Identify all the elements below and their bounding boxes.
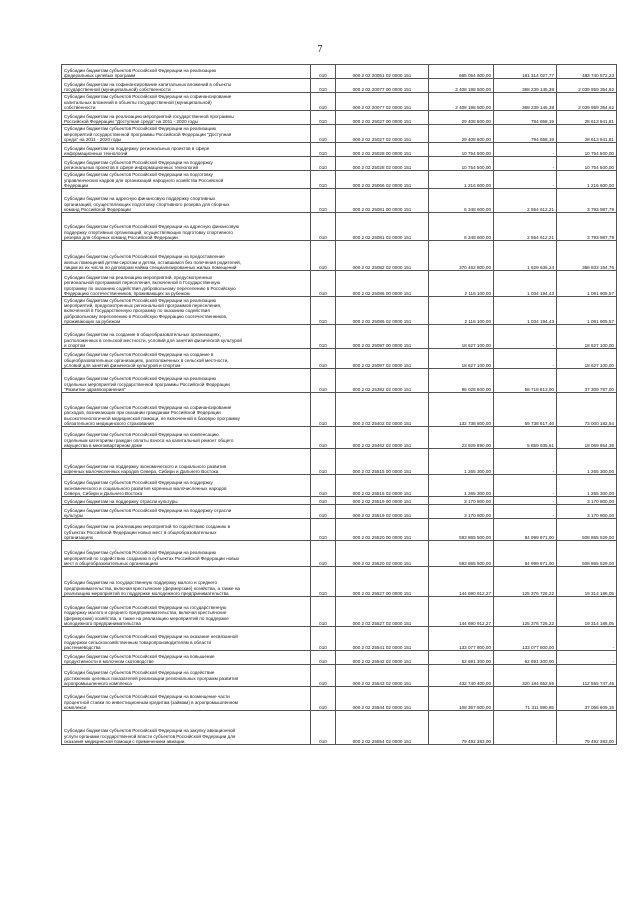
row-approved-amount: 10 754 500,00 [429,143,494,157]
table-row [62,505,617,519]
row-unexecuted-amount: 18 627 100,00 [557,325,617,349]
table-row [62,143,617,157]
row-executed-amount: 794 658,19 [494,125,557,143]
row-description [62,519,311,541]
row-executed-amount: - [494,157,557,171]
row-approved-amount: 133 077 800,00 [429,627,494,651]
row-description-text: Субсидии бюджетам субъектов Российской Федерации на повышение продуктивности в молочном скотоводстве [64,653,215,664]
row-executed-amount: 2 554 612,21 [494,213,557,241]
row-executed-amount: - [494,475,557,497]
row-budget-code: 000 2 02 25097 00 0000 151 [336,325,429,349]
row-description-text: Субсидии бюджетам субъектов Российской Федерации на государственную поддержку малого и среднего предпринимательства, включая крестьянские (фермерские) хозяйства, а также на реализацию мероприятий по поддержке молодежного предпринимательства [64,605,229,626]
table-row [62,497,617,505]
row-budget-code: 000 2 02 25081 00 0000 151 [336,189,429,213]
row-budget-code: 000 2 02 25081 02 0000 151 [336,213,429,241]
row-approved-amount: 62 691 300,00 [429,651,494,665]
row-description-text: Субсидии бюджетам на софинансирование капитальных вложений в объекты государственной (муниципальной) собственности [64,81,232,92]
row-budget-code: 000 2 02 25066 02 0000 151 [336,171,429,189]
row-executed-amount: 368 239 145,38 [494,79,557,93]
row-approved-amount: 6 348 600,00 [429,213,494,241]
row-description-text: Субсидии бюджетам субъектов Российской Федерации на софинансирование капитальных вложений в объекты государственной (муниципальной) собственности [64,94,232,110]
row-admin-code: 010 [311,449,336,475]
row-admin-code: 010 [311,369,336,393]
row-executed-amount: - [494,143,557,157]
row-approved-amount: 6 348 600,00 [429,189,494,213]
row-executed-amount: - [494,505,557,519]
row-admin-code: 010 [311,651,336,665]
row-budget-code: 000 2 02 25527 02 0000 151 [336,597,429,627]
row-description-text: Субсидии бюджетам субъектов Российской Федерации на поддержку региональных проектов в сфере информационных технологий [64,159,213,170]
row-admin-code: 010 [311,711,336,745]
row-approved-amount: 432 740 400,00 [429,665,494,687]
row-executed-amount: - [494,325,557,349]
row-executed-amount: 794 658,19 [494,111,557,125]
row-budget-code: 000 2 02 25097 02 0000 151 [336,349,429,369]
row-executed-amount: 125 376 726,22 [494,597,557,627]
table-row [62,597,617,627]
row-approved-amount: 1 216 600,00 [429,171,494,189]
row-unexecuted-amount: 1 216 600,00 [557,171,617,189]
row-budget-code: 000 2 02 20051 02 0000 151 [336,65,429,79]
row-admin-code: 010 [311,297,336,325]
row-budget-code: 000 2 02 25515 02 0000 151 [336,475,429,497]
row-budget-code: 000 2 02 25086 00 0000 151 [336,271,429,297]
row-admin-code: 010 [311,597,336,627]
row-executed-amount: 1 034 194,43 [494,271,557,297]
row-description [62,93,311,111]
row-budget-code: 000 2 02 25542 02 0000 151 [336,651,429,665]
row-description-text: Субсидии бюджетам на реализацию мероприятий государственной программы Российской Федерации "Доступная среда" на 2011 - 2020 годы [64,113,234,124]
row-budget-code: 000 2 02 25519 00 0000 151 [336,497,429,505]
row-admin-code: 010 [311,213,336,241]
row-budget-code: 000 2 02 25027 02 0000 151 [336,125,429,143]
row-description [62,427,311,449]
row-unexecuted-amount: 483 740 572,23 [557,65,617,79]
table-row [62,349,617,369]
row-unexecuted-amount: 1 265 300,00 [557,475,617,497]
table-row [62,171,617,189]
row-description-text: Субсидии бюджетам субъектов Российской Федерации на реализацию мероприятий по содействию созданию в субъектах Российской Федерации новых мест в общеобразовательных организациях [64,550,240,566]
row-approved-amount: 79 492 383,00 [429,711,494,745]
table-row [62,65,617,79]
row-approved-amount: 10 754 500,00 [429,157,494,171]
row-admin-code: 010 [311,271,336,297]
row-budget-code: 000 2 02 25402 02 0000 151 [336,393,429,427]
row-budget-code: 000 2 02 25527 00 0000 151 [336,567,429,597]
row-approved-amount: 665 054 600,00 [429,65,494,79]
row-admin-code: 010 [311,349,336,369]
row-unexecuted-amount: 1 081 905,57 [557,297,617,325]
row-admin-code: 010 [311,157,336,171]
row-unexecuted-amount: 10 754 500,00 [557,157,617,171]
row-executed-amount: 181 314 027,77 [494,65,557,79]
row-description [62,651,311,665]
row-budget-code: 000 2 02 25462 02 0000 151 [336,427,429,449]
row-unexecuted-amount: 112 555 747,45 [557,665,617,687]
row-budget-code: 000 2 02 25028 00 0000 151 [336,143,429,157]
row-admin-code: 010 [311,143,336,157]
row-unexecuted-amount: 508 865 529,00 [557,519,617,541]
row-admin-code: 010 [311,393,336,427]
row-unexecuted-amount: 3 170 800,00 [557,505,617,519]
row-description [62,497,311,505]
row-budget-code: 000 2 02 25027 00 0000 151 [336,111,429,125]
row-description-text: Субсидии бюджетам на поддержку региональных проектов в сфере информационных технологий [64,145,210,156]
table-row [62,475,617,497]
row-description [62,171,311,189]
table-row [62,157,617,171]
row-description [62,369,311,393]
row-admin-code: 010 [311,505,336,519]
row-budget-code: 000 2 02 25082 02 0000 151 [336,241,429,271]
table-row [62,213,617,241]
row-approved-amount: 96 028 600,00 [429,369,494,393]
row-budget-code: 000 2 02 25382 02 0000 151 [336,369,429,393]
table-row [62,449,617,475]
row-admin-code: 010 [311,497,336,505]
table-row [62,687,617,711]
row-budget-code: 000 2 02 20077 00 0000 151 [336,79,429,93]
row-unexecuted-amount: 508 865 529,00 [557,541,617,567]
table-row [62,567,617,597]
row-description [62,449,311,475]
row-unexecuted-amount: 368 833 164,76 [557,241,617,271]
row-unexecuted-amount: 18 069 954,39 [557,427,617,449]
row-executed-amount: 62 691 300,00 [494,651,557,665]
row-description-text: Субсидии бюджетам субъектов Российской Федерации на реализацию мероприятий, предусмотренных региональной программой переселения, включенной в Государственную программу по оказанию содействия добровольному переселению в Российскую Федерацию соотечественников, проживающих за рубежом [64,297,228,324]
row-budget-code: 000 2 02 25544 02 0000 151 [336,687,429,711]
row-executed-amount: - [494,449,557,475]
row-executed-amount: 320 184 652,55 [494,665,557,687]
row-executed-amount: 1 034 194,43 [494,297,557,325]
row-budget-code: 000 2 02 25519 02 0000 151 [336,505,429,519]
row-description-text: Субсидии бюджетам на адресную финансовую поддержку спортивных организаций, осуществляющих подготовку спортивного резерва для сборных команд Российской Федерации [64,196,230,212]
row-description-text: Субсидии бюджетам на реализацию мероприятий, предусмотренных региональной программой переселения, включенной в Государственную программу по оказанию содействия добровольному переселению в Российскую Федерацию соотечественников, проживающих за рубежом [64,275,236,296]
table-row [62,271,617,297]
row-description-text: Субсидии бюджетам субъектов Российской Федерации на создание в общеобразовательных организациях, расположенных в сельской местности, условий для занятий физической культурой и спортом [64,352,229,368]
row-description [62,65,311,79]
row-admin-code: 010 [311,325,336,349]
row-executed-amount: 58 718 813,00 [494,369,557,393]
row-approved-amount: 29 408 600,00 [429,111,494,125]
row-budget-code: 000 2 02 20077 02 0000 151 [336,93,429,111]
row-approved-amount: 108 367 500,00 [429,687,494,711]
row-admin-code: 010 [311,475,336,497]
row-admin-code: 010 [311,171,336,189]
row-description [62,597,311,627]
row-description-text: Субсидии бюджетам субъектов Российской Федерации на содействие достижению целевых показателей реализации региональных программ развития агропромышленного комплекса [64,670,239,686]
table-row [62,519,617,541]
row-budget-code: 000 2 02 25520 00 0000 151 [336,519,429,541]
row-budget-code: 000 2 02 25028 02 0000 151 [336,157,429,171]
row-description [62,241,311,271]
row-unexecuted-amount: 3 793 987,79 [557,189,617,213]
row-description [62,567,311,597]
table-row [62,297,617,325]
row-admin-code: 010 [311,665,336,687]
row-approved-amount: 2 116 100,00 [429,271,494,297]
row-approved-amount: 1 265 300,00 [429,475,494,497]
table-row [62,627,617,651]
row-approved-amount: 370 462 800,00 [429,241,494,271]
row-executed-amount: - [494,349,557,369]
row-description-text: Субсидии бюджетам субъектов Российской Федерации на подготовку управленческих кадров для организаций народного хозяйства Российской Федерации [64,172,224,188]
row-executed-amount: 84 999 971,00 [494,519,557,541]
table-row [62,541,617,567]
row-description-text: Субсидии бюджетам субъектов Российской Федерации на возмещение части процентной ставки по инвестиционным кредитам (займам) в агропромышленном комплексе [64,694,238,710]
row-budget-code: 000 2 02 25515 00 0000 151 [336,449,429,475]
row-approved-amount: 593 865 500,00 [429,519,494,541]
page-number: 7 [317,44,323,55]
row-description [62,213,311,241]
table-row [62,189,617,213]
row-approved-amount: 144 690 912,27 [429,567,494,597]
row-budget-code: 000 2 02 25086 02 0000 151 [336,297,429,325]
row-description [62,189,311,213]
row-admin-code: 010 [311,627,336,651]
row-admin-code: 010 [311,93,336,111]
row-approved-amount: 29 408 600,00 [429,125,494,143]
row-approved-amount: 3 170 800,00 [429,505,494,519]
row-description-text: Субсидии бюджетам субъектов Российской Федерации на реализацию федеральных целевых программ [64,67,217,78]
table-row [62,711,617,745]
table-row [62,393,617,427]
budget-table [61,64,617,745]
row-approved-amount: 18 627 100,00 [429,349,494,369]
row-approved-amount: 18 627 100,00 [429,325,494,349]
row-approved-amount: 1 265 300,00 [429,449,494,475]
row-admin-code: 010 [311,567,336,597]
row-executed-amount: 2 554 612,21 [494,189,557,213]
row-unexecuted-amount: 18 627 100,00 [557,349,617,369]
row-unexecuted-amount: 28 613 941,81 [557,111,617,125]
row-budget-code: 000 2 02 25541 02 0000 151 [336,627,429,651]
row-description [62,711,311,745]
row-approved-amount: 593 865 500,00 [429,541,494,567]
row-executed-amount: - [494,711,557,745]
row-unexecuted-amount: 10 754 500,00 [557,143,617,157]
row-description [62,627,311,651]
row-unexecuted-amount: 37 055 609,15 [557,687,617,711]
row-executed-amount: 368 239 145,38 [494,93,557,111]
row-description [62,271,311,297]
row-approved-amount: 132 738 800,00 [429,393,494,427]
row-description [62,325,311,349]
row-admin-code: 010 [311,519,336,541]
row-admin-code: 010 [311,65,336,79]
row-unexecuted-amount: 1 265 300,00 [557,449,617,475]
row-unexecuted-amount: - [557,627,617,651]
row-admin-code: 010 [311,189,336,213]
row-unexecuted-amount: 37 309 787,00 [557,369,617,393]
row-budget-code: 000 2 02 25543 02 0000 151 [336,665,429,687]
row-executed-amount: 84 999 971,00 [494,541,557,567]
row-description-text: Субсидии бюджетам на поддержку отрасли культуры [64,498,178,504]
row-description [62,349,311,369]
row-approved-amount: 3 170 800,00 [429,497,494,505]
row-executed-amount: 133 077 800,00 [494,627,557,651]
table-row [62,651,617,665]
row-description-text: Субсидии бюджетам субъектов Российской Федерации на реализацию отдельных мероприятий государственной программы Российской Федерации "Развитие здравоохранения" [64,376,230,392]
row-description [62,687,311,711]
row-admin-code: 010 [311,241,336,271]
row-description [62,505,311,519]
row-unexecuted-amount: 28 613 941,81 [557,125,617,143]
row-executed-amount: 5 859 935,61 [494,427,557,449]
row-approved-amount: 23 929 890,00 [429,427,494,449]
row-description-text: Субсидии бюджетам субъектов Российской Федерации на адресную финансовую поддержку спортивных организаций, осуществляющих подготовку спортивного резерва для сборных команд Российской Федерации [64,224,240,240]
row-admin-code: 010 [311,125,336,143]
row-description [62,475,311,497]
table-row [62,325,617,349]
row-description-text: Субсидии бюджетам на государственную поддержку малого и среднего предпринимательства, включая крестьянские (фермерские) хозяйства, а также на реализацию мероприятий по поддержке молодежного предпринимательства [64,580,240,596]
row-unexecuted-amount: 3 793 987,79 [557,213,617,241]
row-executed-amount: 71 311 890,85 [494,687,557,711]
table-row [62,665,617,687]
row-description [62,111,311,125]
row-description-text: Субсидии бюджетам субъектов Российской Федерации на поддержку отрасли культуры [64,507,232,518]
row-unexecuted-amount: 79 492 383,00 [557,711,617,745]
row-executed-amount: 125 376 726,22 [494,567,557,597]
row-admin-code: 010 [311,687,336,711]
row-admin-code: 010 [311,79,336,93]
row-description [62,665,311,687]
row-approved-amount: 2 116 100,00 [429,297,494,325]
row-description-text: Субсидии бюджетам субъектов Российской Федерации на оказание несвязанной поддержки сельскохозяйственным товаропроизводителям в области растениеводства [64,634,238,650]
row-description-text: Субсидии бюджетам на поддержку экономического и социального развития коренных малочисленных народов Севера, Сибири и Дальнего Востока [64,463,227,474]
row-approved-amount: 2 408 198 500,00 [429,93,494,111]
row-description-text: Субсидии бюджетам субъектов Российской Федерации на поддержку экономического и социального развития коренных малочисленных народов Севера, Сибири и Дальнего Востока [64,480,227,496]
row-admin-code: 010 [311,111,336,125]
row-description-text: Субсидии бюджетам субъектов Российской Федерации на компенсацию отдельным категориям граждан оплаты взноса на капитальный ремонт общего имущества в многоквартирном доме [64,432,234,448]
row-admin-code: 010 [311,541,336,567]
row-executed-amount: 59 738 617,46 [494,393,557,427]
table-row [62,93,617,111]
table-row [62,111,617,125]
row-unexecuted-amount: 1 081 905,57 [557,271,617,297]
row-unexecuted-amount: 19 314 186,05 [557,567,617,597]
table-row [62,79,617,93]
row-unexecuted-amount: - [557,651,617,665]
row-description [62,125,311,143]
row-unexecuted-amount: 3 170 800,00 [557,497,617,505]
row-unexecuted-amount: 19 314 186,05 [557,597,617,627]
row-description-text: Субсидии бюджетам субъектов Российской Федерации на предоставление жилых помещений детям-сиротам и детям, оставшимся без попечения родителей, лицам из их числа по договорам найма специализированных жилых помещений [64,254,241,270]
row-admin-code: 010 [311,427,336,449]
row-unexecuted-amount: 2 039 959 354,62 [557,93,617,111]
row-description [62,157,311,171]
table-row [62,369,617,393]
row-description [62,541,311,567]
row-description [62,393,311,427]
row-approved-amount: 2 408 198 500,00 [429,79,494,93]
row-executed-amount: - [494,171,557,189]
row-description-text: Субсидии бюджетам субъектов Российской Федерации на реализацию мероприятий государственной программы Российской Федерации "Доступная среда" на 2011 - 2020 годы [64,126,232,142]
row-description [62,79,311,93]
row-description [62,143,311,157]
row-budget-code: 000 2 02 25520 02 0000 151 [336,541,429,567]
row-unexecuted-amount: 73 000 182,54 [557,393,617,427]
row-description-text: Субсидии бюджетам субъектов Российской Федерации на закупку авиационной услуги органами государственной власти субъектов Российской Федерации для оказания медицинской помощи с применением авиации [64,728,236,744]
row-description-text: Субсидии бюджетам на создание в общеобразовательных организациях, расположенных в сельской местности, условий для занятий физической культурой и спортом [64,332,242,348]
row-executed-amount: 1 629 635,24 [494,241,557,271]
row-budget-code: 000 2 02 25554 02 0000 151 [336,711,429,745]
table-row [62,241,617,271]
row-description-text: Субсидии бюджетам субъектов Российской Федерации на софинансирование расходов, возникающих при оказании гражданам Российской Федерации высокотехнологичной медицинской помощи, не включенной в базовую программу обязательного медицинского страхования [64,405,240,426]
table-row [62,125,617,143]
row-description-text: Субсидии бюджетам на реализацию мероприятий по содействию созданию в субъектах Российской Федерации новых мест в общеобразовательных организациях [64,524,231,540]
row-approved-amount: 144 690 912,27 [429,597,494,627]
row-description [62,297,311,325]
table-row [62,427,617,449]
row-executed-amount: - [494,497,557,505]
row-unexecuted-amount: 2 039 959 354,62 [557,79,617,93]
